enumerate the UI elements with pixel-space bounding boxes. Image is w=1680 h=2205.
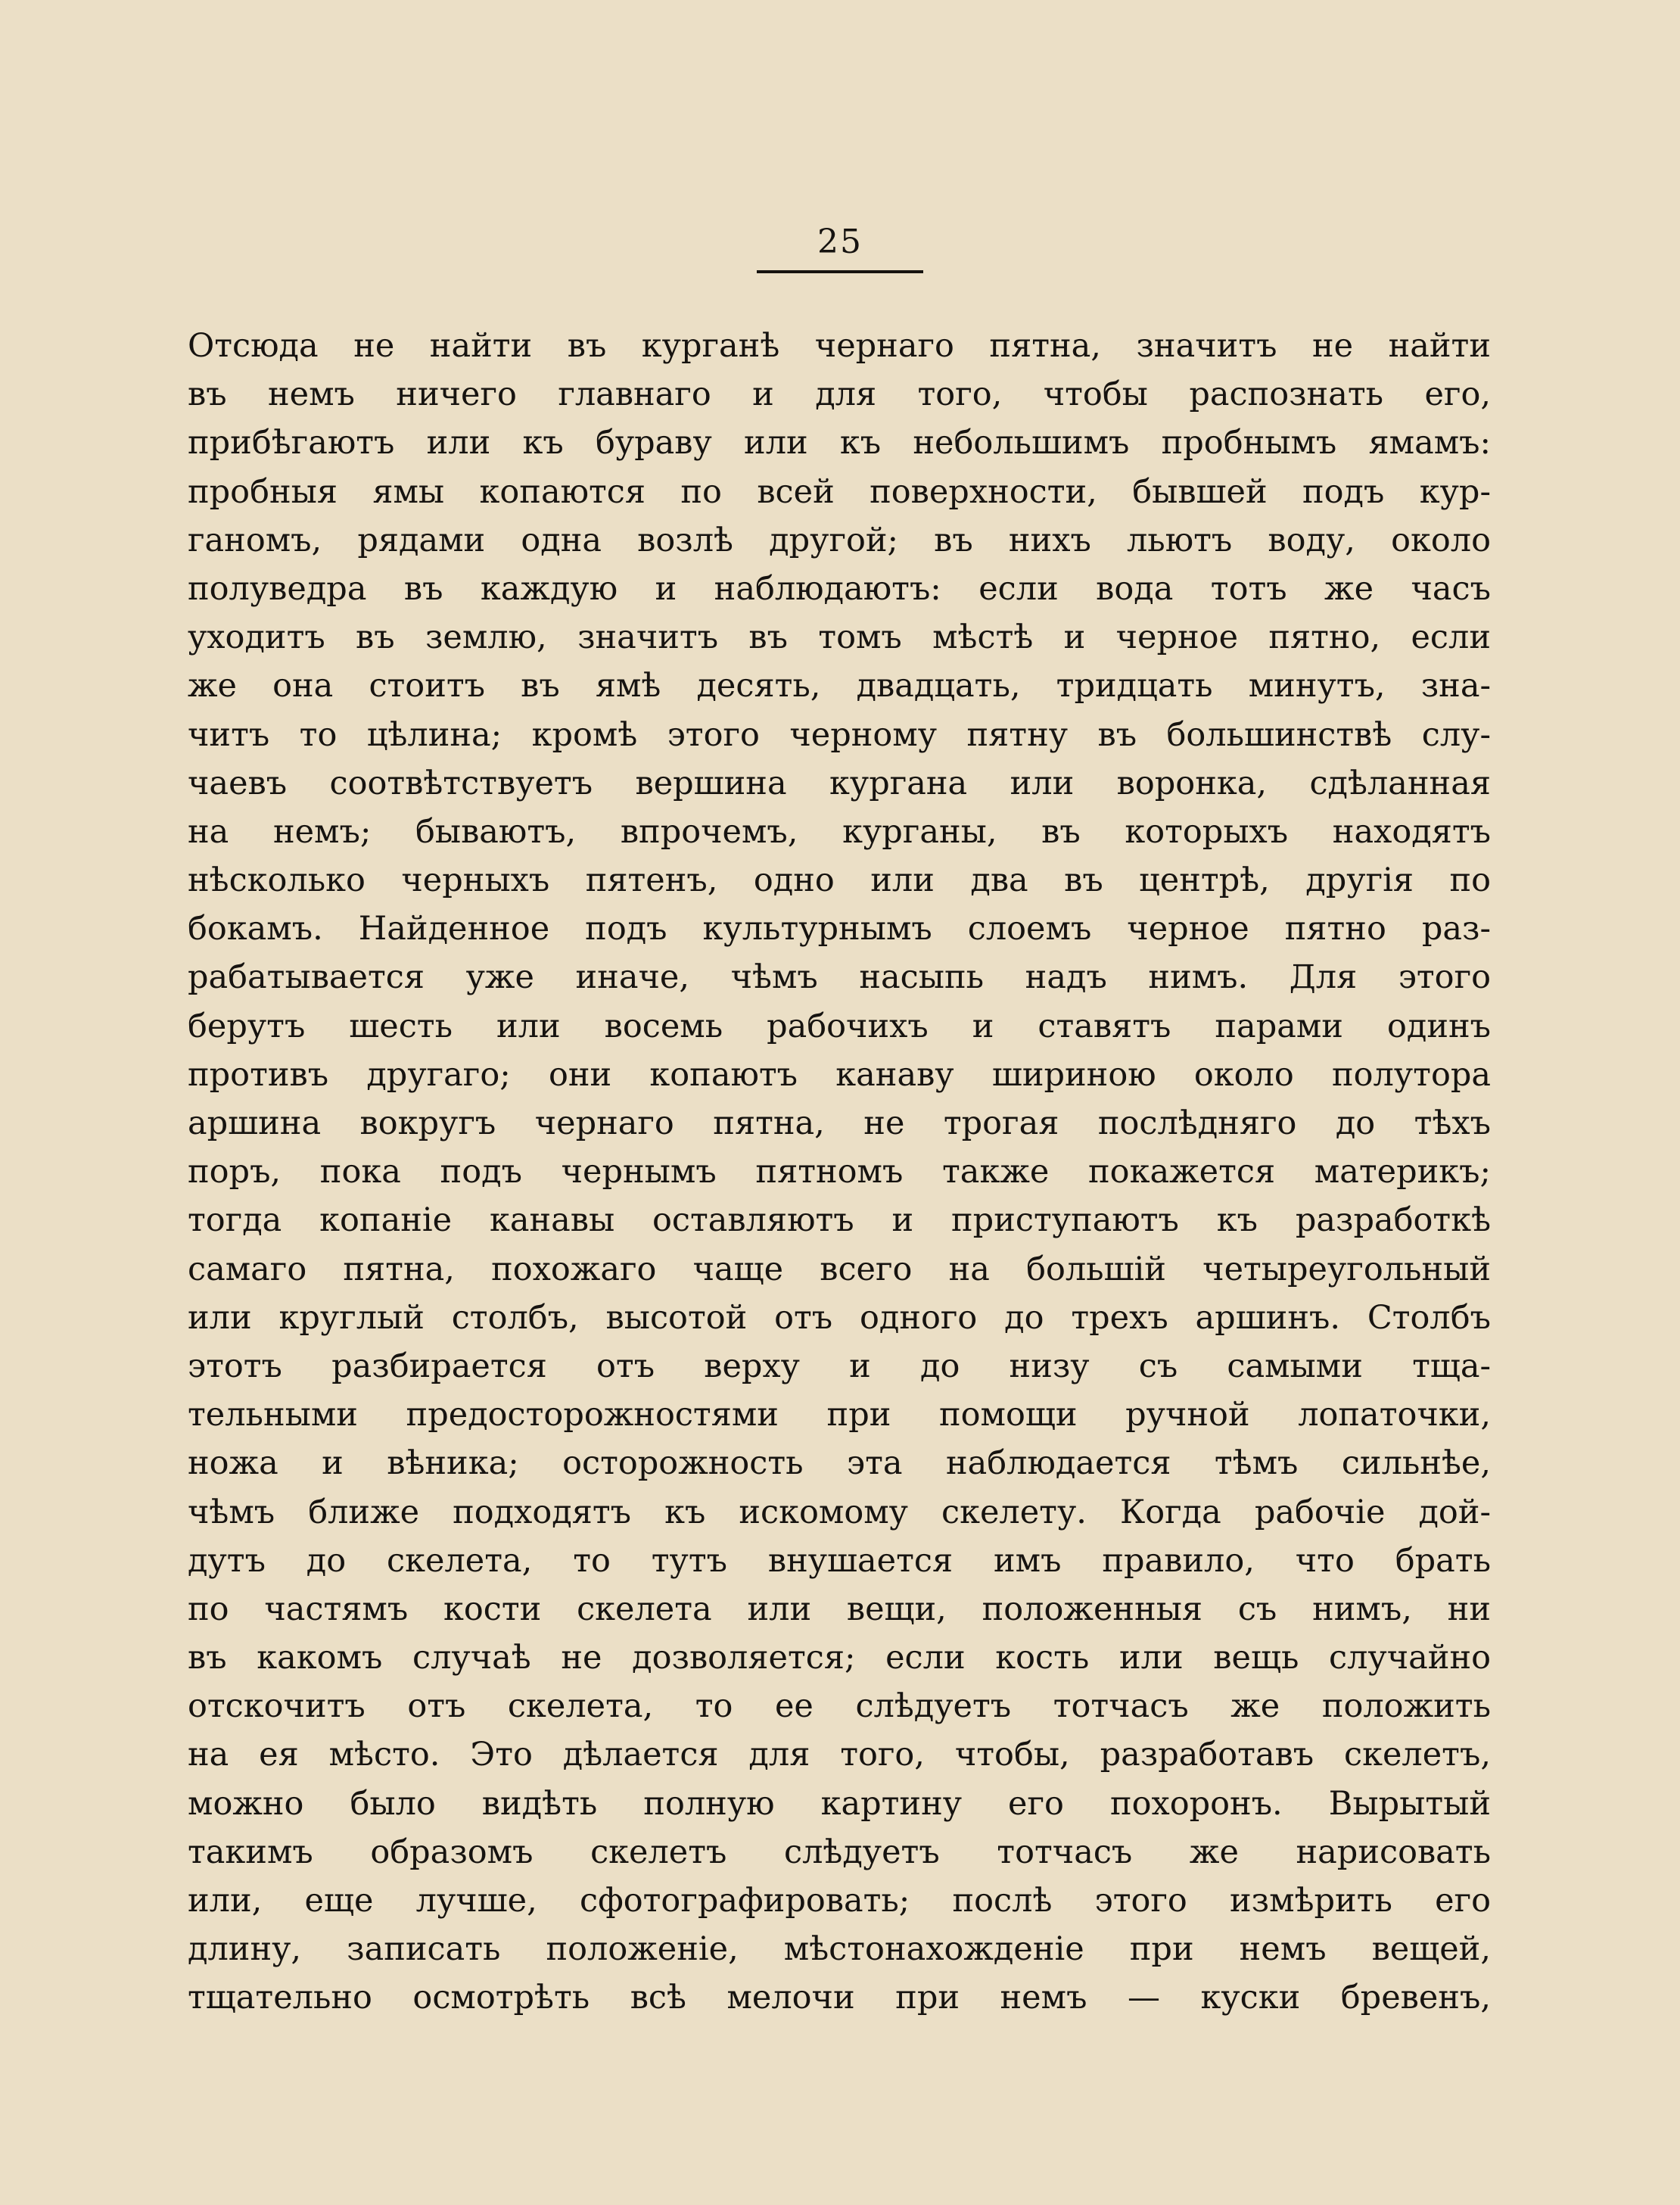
text-line: рабатывается уже иначе, чѣмъ насыпь надъ нимъ. Для этого <box>188 958 1491 997</box>
text-line: тогда копаніе канавы оставляютъ и приступаютъ къ разработкѣ <box>188 1201 1491 1240</box>
text-line: противъ другаго; они копаютъ канаву шириною около полутора <box>188 1055 1491 1094</box>
text-line: нѣсколько черныхъ пятенъ, одно или два въ центрѣ, другія по <box>188 861 1491 900</box>
text-line: длину, записать положеніе, мѣстонахожденіе при немъ вещей, <box>188 1930 1491 1969</box>
text-line: Отсюда не найти въ курганѣ чернаго пятна, значитъ не найти <box>188 327 1491 365</box>
text-line: берутъ шесть или восемь рабочихъ и ставятъ парами одинъ <box>188 1007 1491 1045</box>
page-number: 25 <box>817 223 863 261</box>
text-line: или, еще лучше, сфотографировать; послѣ этого измѣрить его <box>188 1882 1491 1920</box>
text-line: ножа и вѣника; осторожность эта наблюдается тѣмъ сильнѣе, <box>188 1444 1491 1483</box>
text-line: бокамъ. Найденное подъ культурнымъ слоемъ черное пятно раз- <box>188 910 1491 948</box>
text-line: чаевъ соотвѣтствуетъ вершина кургана или воронка, сдѣланная <box>188 764 1491 802</box>
text-line: тельными предосторожностями при помощи ручной лопаточки, <box>188 1396 1491 1434</box>
text-line: полуведра въ каждую и наблюдаютъ: если вода тотъ же часъ <box>188 569 1491 608</box>
text-line: этотъ разбирается отъ верху и до низу съ самыми тща- <box>188 1347 1491 1385</box>
text-line: пробныя ямы копаются по всей поверхности, бывшей подъ кур- <box>188 472 1491 511</box>
text-line: прибѣгаютъ или къ бураву или къ небольшимъ пробнымъ ямамъ: <box>188 424 1491 462</box>
page-number-rule <box>757 270 923 273</box>
text-line: или круглый столбъ, высотой отъ одного до трехъ аршинъ. Столбъ <box>188 1298 1491 1337</box>
text-line: на немъ; бываютъ, впрочемъ, курганы, въ которыхъ находятъ <box>188 812 1491 851</box>
text-line: можно было видѣть полную картину его похоронъ. Вырытый <box>188 1784 1491 1823</box>
text-line: на ея мѣсто. Это дѣлается для того, чтобы, разработавъ скелетъ, <box>188 1736 1491 1774</box>
text-line: читъ то цѣлина; кромѣ этого черному пятну въ большинствѣ слу- <box>188 715 1491 754</box>
text-line: уходитъ въ землю, значитъ въ томъ мѣстѣ и черное пятно, если <box>188 618 1491 657</box>
text-line: въ немъ ничего главнаго и для того, чтобы распознать его, <box>188 375 1491 414</box>
text-line: ганомъ, рядами одна возлѣ другой; въ нихъ льютъ воду, около <box>188 521 1491 559</box>
text-line: отскочитъ отъ скелета, то ее слѣдуетъ тотчасъ же положить <box>188 1687 1491 1726</box>
text-line: по частямъ кости скелета или вещи, положенныя съ нимъ, ни <box>188 1590 1491 1628</box>
text-line: въ какомъ случаѣ не дозволяется; если кость или вещь случайно <box>188 1639 1491 1677</box>
text-line: чѣмъ ближе подходятъ къ искомому скелету. Когда рабочіе дой- <box>188 1493 1491 1531</box>
body-text <box>188 322 1491 2023</box>
text-line: поръ, пока подъ чернымъ пятномъ также покажется материкъ; <box>188 1153 1491 1191</box>
text-line: тщательно осмотрѣть всѣ мелочи при немъ — куски бревенъ, <box>188 1979 1491 2017</box>
text-line: самаго пятна, похожаго чаще всего на большій четыреугольный <box>188 1250 1491 1288</box>
text-line: же она стоитъ въ ямѣ десять, двадцать, тридцать минутъ, зна- <box>188 667 1491 705</box>
text-line: аршина вокругъ чернаго пятна, не трогая послѣдняго до тѣхъ <box>188 1104 1491 1142</box>
text-line: дутъ до скелета, то тутъ внушается имъ правило, что брать <box>188 1541 1491 1580</box>
text-line: такимъ образомъ скелетъ слѣдуетъ тотчасъ же нарисовать <box>188 1833 1491 1871</box>
